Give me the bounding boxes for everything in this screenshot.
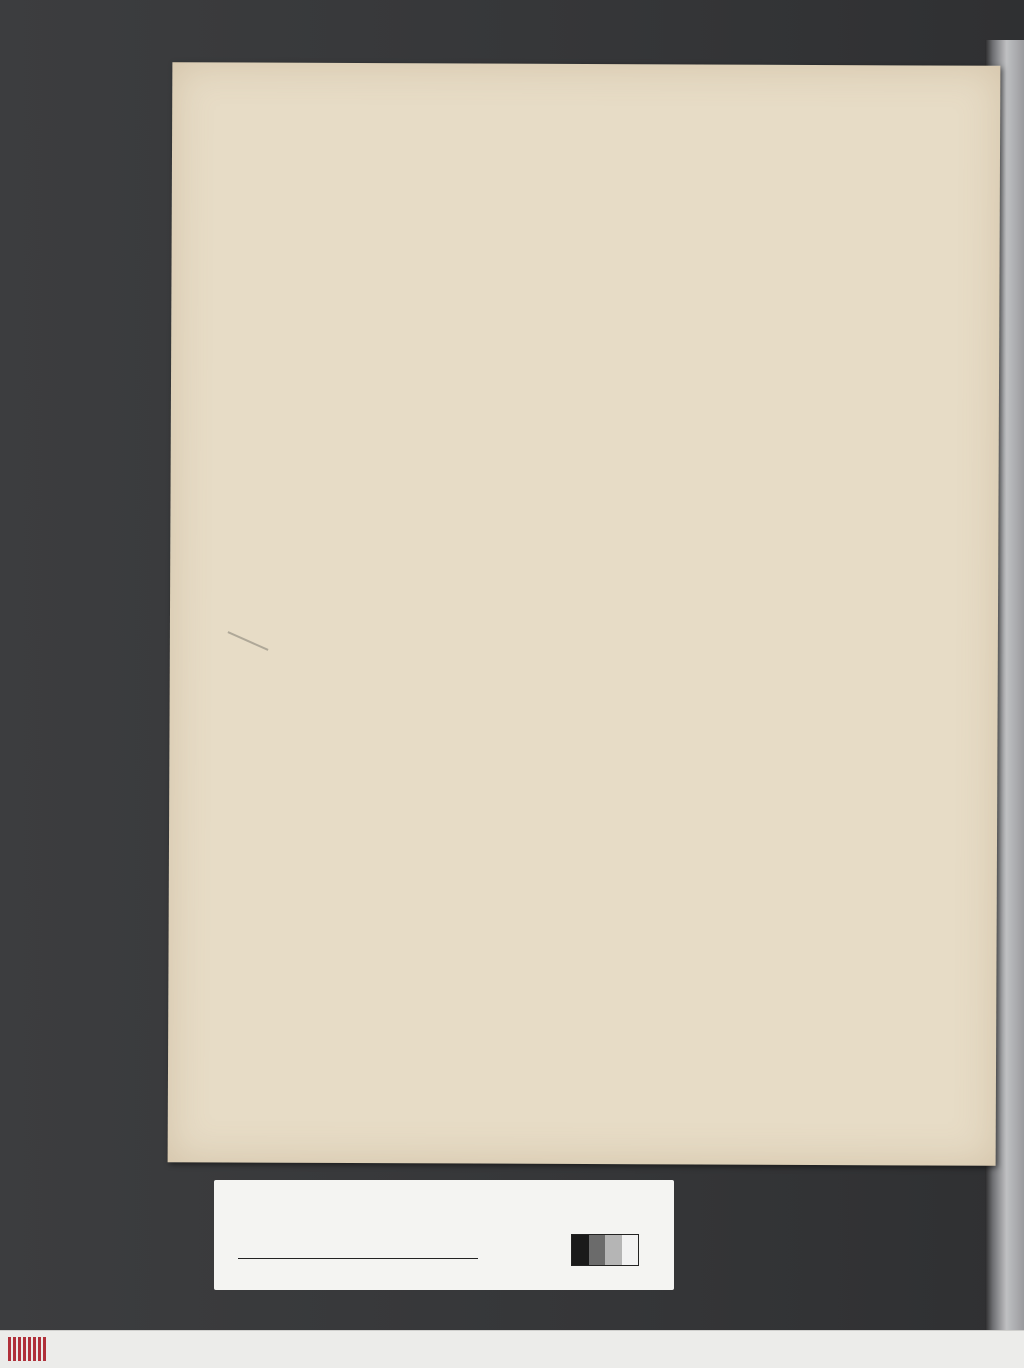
viewer-footer [0,1330,1024,1368]
library-label-card [214,1180,674,1290]
text-line [372,204,957,230]
text-line [372,282,957,308]
measurement-ruler [238,1230,478,1259]
hab-logo-icon [8,1337,46,1361]
gray-scale-swatches [571,1234,639,1266]
body-text [372,152,957,335]
swatch-white [622,1235,639,1265]
page-header [375,124,845,154]
text-line [372,230,957,256]
swatch-light-gray [605,1235,622,1265]
text-line [372,256,957,282]
text-line [372,178,957,204]
swatch-black [572,1235,589,1265]
swatch-dark-gray [589,1235,606,1265]
text-line [372,152,957,178]
text-line [372,309,957,335]
